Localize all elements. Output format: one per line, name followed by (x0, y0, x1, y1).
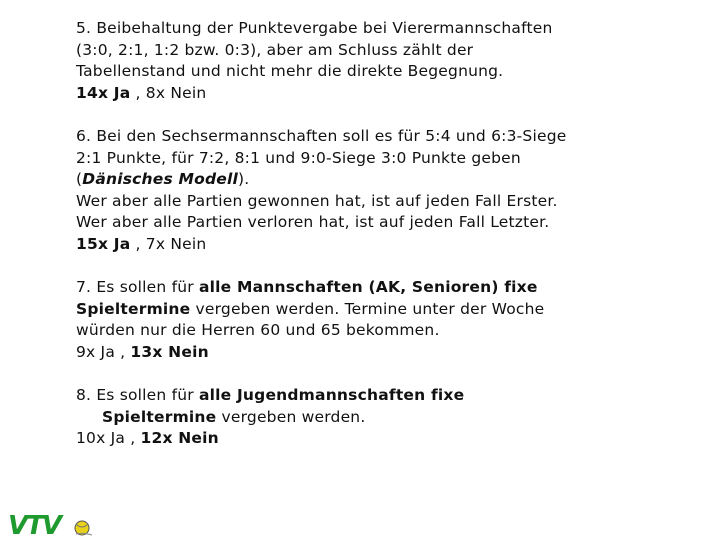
item-8-emphasis: alle Jugendmannschaften fixe (198, 386, 465, 404)
item-8-line-1 (76, 385, 686, 407)
item-6-line-5: Wer aber alle Partien verloren hat, ist auf jeden Fall Letzter. (76, 213, 550, 231)
item-5-line-1: 5. Beibehaltung der Punktevergabe bei Vierermannschaften (76, 19, 553, 37)
item-8-vote-result (76, 428, 686, 450)
item-7-emphasis-cont: Spieltermine (76, 299, 191, 318)
vote-separator: , (130, 234, 146, 253)
item-7-line-3: würden nur die Herren 60 und 65 bekommen. (76, 321, 440, 339)
vote-yes: 14x Ja (76, 83, 131, 102)
vote-no: 8x Nein (145, 83, 207, 102)
item-7-line-2 (76, 299, 686, 321)
vote-yes: 10x Ja (76, 429, 126, 447)
vote-yes: 15x Ja (76, 234, 131, 253)
vote-separator: , (130, 83, 146, 102)
agenda-item-8 (76, 385, 686, 450)
item-5-vote-result (76, 83, 686, 105)
vote-no: 12x Nein (140, 429, 219, 447)
vtv-logo (8, 508, 98, 538)
item-6-vote-result (76, 234, 686, 256)
item-7-line-1 (76, 277, 686, 299)
tennis-ball-icon (75, 521, 92, 535)
item-8-intro: 8. Es sollen für (76, 386, 199, 404)
paren-open: ( (76, 170, 83, 188)
item-8-rest: vergeben werden. (216, 407, 366, 426)
item-7-emphasis: alle Mannschaften (AK, Senioren) fixe (198, 278, 538, 296)
model-name: Dänisches Modell (82, 170, 239, 188)
item-6-line-4: Wer aber alle Partien gewonnen hat, ist auf jeden Fall Erster. (76, 191, 558, 210)
agenda-item-7 (76, 277, 686, 363)
item-6-line-2: 2:1 Punkte, für 7:2, 8:1 und 9:0-Siege 3:0 Punkte geben (76, 148, 521, 167)
item-7-vote-result (76, 342, 686, 364)
item-6-line-3 (76, 169, 686, 191)
item-6-line-1: 6. Bei den Sechsermannschaften soll es für 5:4 und 6:3-Siege (76, 127, 567, 145)
item-5-line-2: (3:0, 2:1, 1:2 bzw. 0:3), aber am Schluss zählt der (76, 40, 474, 59)
agenda-item-6 (76, 126, 686, 255)
paren-close: ). (238, 170, 250, 188)
vote-no: 7x Nein (145, 234, 207, 253)
document-body (76, 18, 686, 472)
item-5-line-3: Tabellenstand und nicht mehr die direkte Begegnung. (76, 62, 504, 80)
vtv-logo-text: VTV (8, 511, 60, 538)
item-7-rest: vergeben werden. Termine unter der Woche (190, 299, 545, 318)
vote-yes: 9x Ja (76, 342, 116, 361)
vote-separator: , (125, 429, 141, 447)
vote-no: 13x Nein (130, 342, 209, 361)
agenda-item-5 (76, 18, 686, 104)
item-8-line-2 (76, 407, 686, 429)
vote-separator: , (115, 342, 131, 361)
item-8-emphasis-cont: Spieltermine (102, 407, 217, 426)
vtv-logo-graphic (8, 508, 98, 538)
item-7-intro: 7. Es sollen für (76, 278, 199, 296)
